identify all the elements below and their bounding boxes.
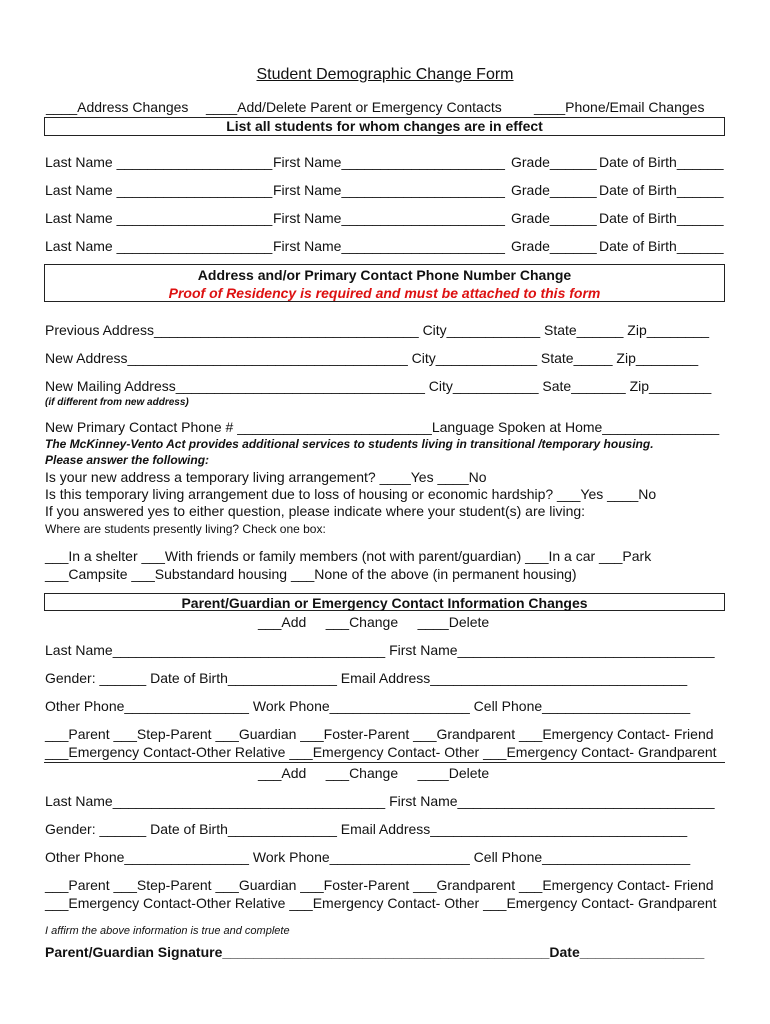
student-last-field[interactable]: Last Name ____________________: [45, 210, 273, 226]
address-section-header: Address and/or Primary Contact Phone Number Change: [197, 267, 572, 283]
students-header: List all students for whom changes are in effect: [226, 118, 543, 134]
address-changes-option[interactable]: ____Address Changes: [46, 99, 189, 115]
living-options-row-1[interactable]: ___In a shelter ___With friends or family members (not with parent/guardian) ___In a car ___Park: [45, 548, 652, 564]
contact-action-options[interactable]: ___Add ___Change ____Delete: [258, 765, 490, 781]
affirm-statement: I affirm the above information is true and complete: [45, 925, 290, 937]
student-first-field[interactable]: First Name_____________________: [273, 154, 505, 170]
where-living-label: Where are students presently living? Check one box:: [45, 522, 326, 536]
student-last-field[interactable]: Last Name ____________________: [45, 238, 273, 254]
student-dob-field[interactable]: Date of Birth______: [599, 182, 724, 198]
contact-role-options-2[interactable]: ___Emergency Contact-Other Relative ___Emergency Contact- Other ___Emergency Contact- Grandparent: [45, 895, 717, 911]
new-address-field[interactable]: New Address____________________________________ City_____________ State_____ Zip________: [45, 350, 699, 366]
student-first-field[interactable]: First Name_____________________: [273, 238, 505, 254]
mckinney-vento-note: The McKinney-Vento Act provides additional services to students living in transitional /temporary housing.: [45, 437, 654, 451]
student-last-field[interactable]: Last Name ____________________: [45, 182, 273, 198]
living-options-row-2[interactable]: ___Campsite ___Substandard housing ___None of the above (in permanent housing): [45, 566, 577, 582]
student-grade-field[interactable]: Grade______: [511, 154, 597, 170]
contact-gender-dob-email-fields[interactable]: Gender: ______ Date of Birth______________ Email Address_________________________________: [45, 670, 688, 686]
contact-name-fields[interactable]: Last Name___________________________________ First Name_________________________________: [45, 793, 715, 809]
contact-role-options-1[interactable]: ___Parent ___Step-Parent ___Guardian ___Foster-Parent ___Grandparent ___Emergency Contact- Friend: [45, 877, 714, 893]
form-title: Student Demographic Change Form: [256, 66, 514, 83]
contact-name-fields[interactable]: Last Name___________________________________ First Name_________________________________: [45, 642, 715, 658]
student-grade-field[interactable]: Grade______: [511, 238, 597, 254]
primary-contact-phone-field[interactable]: New Primary Contact Phone # _________________________Language Spoken at Home_______________: [45, 419, 720, 435]
contact-role-options-1[interactable]: ___Parent ___Step-Parent ___Guardian ___Foster-Parent ___Grandparent ___Emergency Contact- Friend: [45, 726, 714, 742]
loss-of-housing-question[interactable]: Is this temporary living arrangement due to loss of housing or economic hardship? ___Yes ____No: [45, 486, 657, 502]
proof-of-residency-note: Proof of Residency is required and must be attached to this form: [168, 285, 601, 301]
new-mailing-address-field[interactable]: New Mailing Address________________________________ City___________ Sate_______ Zip________: [45, 378, 712, 394]
student-first-field[interactable]: First Name_____________________: [273, 182, 505, 198]
contact-gender-dob-email-fields[interactable]: Gender: ______ Date of Birth______________ Email Address_________________________________: [45, 821, 688, 837]
temporary-living-question[interactable]: Is your new address a temporary living arrangement? ____Yes ____No: [45, 469, 487, 485]
phone-email-changes-option[interactable]: ____Phone/Email Changes: [534, 99, 705, 115]
add-delete-contacts-option[interactable]: ____Add/Delete Parent or Emergency Contacts: [206, 99, 502, 115]
parent-section-header: Parent/Guardian or Emergency Contact Information Changes: [181, 595, 588, 611]
student-dob-field[interactable]: Date of Birth______: [599, 238, 724, 254]
student-dob-field[interactable]: Date of Birth______: [599, 154, 724, 170]
mailing-address-note: (if different from new address): [45, 397, 189, 408]
contact-phone-fields[interactable]: Other Phone________________ Work Phone__________________ Cell Phone___________________: [45, 698, 691, 714]
student-grade-field[interactable]: Grade______: [511, 182, 597, 198]
student-last-field[interactable]: Last Name ____________________: [45, 154, 273, 170]
contact-action-options[interactable]: ___Add ___Change ____Delete: [258, 614, 490, 630]
previous-address-field[interactable]: Previous Address__________________________________ City____________ State______ Zip________: [45, 322, 710, 338]
contact-phone-fields[interactable]: Other Phone________________ Work Phone__________________ Cell Phone___________________: [45, 849, 691, 865]
student-dob-field[interactable]: Date of Birth______: [599, 210, 724, 226]
student-grade-field[interactable]: Grade______: [511, 210, 597, 226]
student-first-field[interactable]: First Name_____________________: [273, 210, 505, 226]
please-answer-label: Please answer the following:: [45, 453, 210, 467]
where-living-instruction: If you answered yes to either question, please indicate where your student(s) are living:: [45, 503, 586, 519]
signature-line[interactable]: Parent/Guardian Signature__________________________________________Date________________: [45, 944, 705, 960]
contact-role-options-2[interactable]: ___Emergency Contact-Other Relative ___Emergency Contact- Other ___Emergency Contact- Grandparent: [45, 744, 717, 760]
